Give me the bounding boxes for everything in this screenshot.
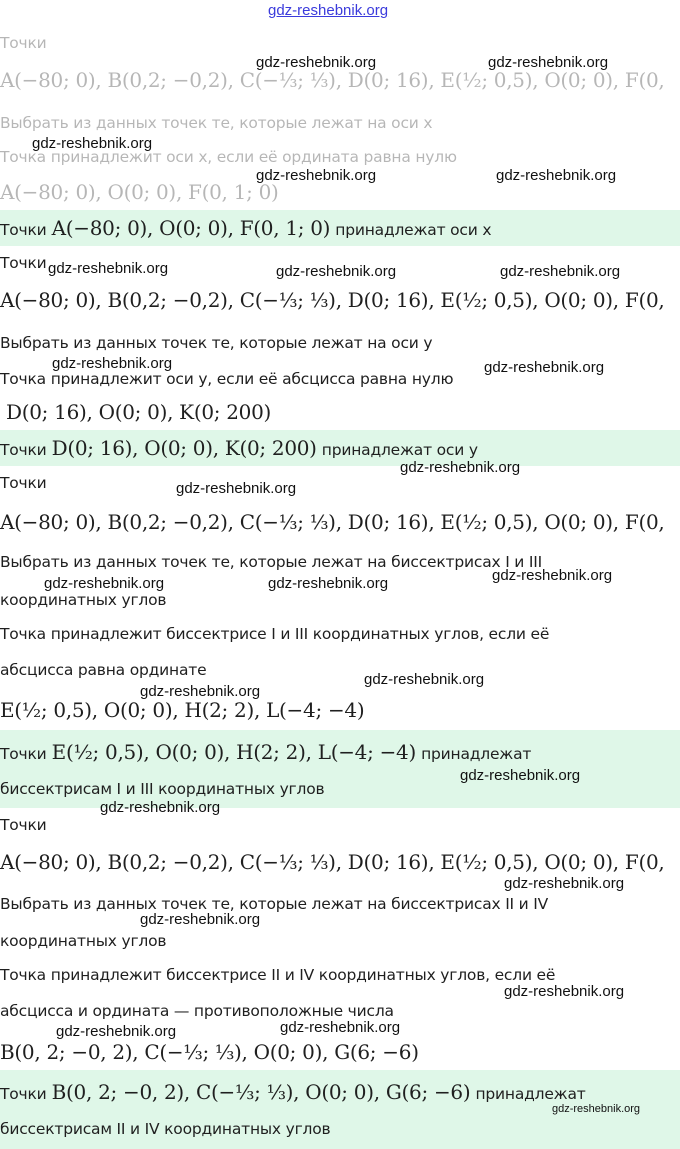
result-1	[0, 210, 680, 246]
result-2	[0, 430, 680, 466]
watermark: gdz-reshebnik.org	[280, 1019, 401, 1036]
result-post: принадлежат	[475, 1085, 586, 1103]
all-points-line: A(−80; 0), B(0,2; −0,2), C(−¹⁄₃; ¹⁄₃), D(0; 16), E(½; 0,5), O(0; 0), F(0,	[0, 850, 665, 874]
watermark: gdz-reshebnik.org	[364, 671, 485, 688]
watermark: gdz-reshebnik.org	[32, 135, 153, 152]
task-text-2: координатных углов	[0, 591, 167, 609]
result-points: B(0, 2; −0, 2), C(−⅓; ⅓), O(0; 0), G(6; −6)	[51, 1080, 471, 1104]
watermark: gdz-reshebnik.org	[48, 260, 169, 277]
task-text: Выбрать из данных точек те, которые лежат на биссектрисах II и IV	[0, 895, 549, 913]
points-label: Точки	[0, 816, 47, 834]
watermark: gdz-reshebnik.org	[492, 567, 613, 584]
watermark: gdz-reshebnik.org	[460, 767, 581, 784]
rule-text-2: абсцисса равна ординате	[0, 661, 207, 679]
all-points-line: A(−80; 0), B(0,2; −0,2), C(−¹⁄₃; ¹⁄₃), D(0; 16), E(½; 0,5), O(0; 0), F(0,	[0, 288, 665, 312]
result-line-2: биссектрисам II и IV координатных углов	[0, 1120, 331, 1138]
watermark: gdz-reshebnik.org	[504, 983, 625, 1000]
found-points: D(0; 16), O(0; 0), K(0; 200)	[6, 400, 272, 424]
watermark: gdz-reshebnik.org	[176, 480, 297, 497]
result-points: A(−80; 0), O(0; 0), F(0, 1; 0)	[51, 216, 331, 240]
found-points: B(0, 2; −0, 2), C(−⅓; ⅓), O(0; 0), G(6; −6)	[0, 1040, 419, 1064]
watermark: gdz-reshebnik.org	[100, 799, 221, 816]
watermark: gdz-reshebnik.org	[56, 1023, 177, 1040]
watermark: gdz-reshebnik.org	[504, 875, 625, 892]
watermark: gdz-reshebnik.org	[256, 54, 377, 71]
result-post: принадлежат оси y	[321, 441, 478, 459]
task-text-2: координатных углов	[0, 932, 167, 950]
result-pre: Точки	[0, 1085, 47, 1103]
site-link[interactable]: gdz-reshebnik.org	[268, 2, 389, 19]
found-points: E(½; 0,5), O(0; 0), H(2; 2), L(−4; −4)	[0, 698, 365, 722]
watermark: gdz-reshebnik.org	[496, 167, 617, 184]
found-points: A(−80; 0), O(0; 0), F(0, 1; 0)	[0, 180, 279, 204]
rule-text: Точка принадлежит оси x, если её ордината равна нулю	[0, 148, 457, 166]
points-label: Точки	[0, 254, 47, 272]
watermark: gdz-reshebnik.org	[400, 459, 521, 476]
watermark: gdz-reshebnik.org	[552, 1103, 641, 1115]
result-pre: Точки	[0, 441, 47, 459]
task-text: Выбрать из данных точек те, которые лежат на оси y	[0, 334, 433, 352]
result-pre: Точки	[0, 745, 47, 763]
result-points: E(½; 0,5), O(0; 0), H(2; 2), L(−4; −4)	[51, 740, 416, 764]
watermark: gdz-reshebnik.org	[44, 575, 165, 592]
watermark: gdz-reshebnik.org	[276, 263, 397, 280]
task-text: Выбрать из данных точек те, которые лежат на оси x	[0, 114, 433, 132]
points-label: Точки	[0, 474, 47, 492]
rule-text-2: абсцисса и ордината — противоположные числа	[0, 1002, 394, 1020]
watermark: gdz-reshebnik.org	[484, 359, 605, 376]
watermark: gdz-reshebnik.org	[140, 911, 261, 928]
watermark: gdz-reshebnik.org	[268, 575, 389, 592]
result-post: принадлежат	[421, 745, 532, 763]
watermark: gdz-reshebnik.org	[140, 683, 261, 700]
watermark: gdz-reshebnik.org	[500, 263, 621, 280]
rule-text: Точка принадлежит биссектрисе II и IV координатных углов, если её	[0, 966, 556, 984]
points-label: Точки	[0, 34, 47, 52]
all-points-line: A(−80; 0), B(0,2; −0,2), C(−¹⁄₃; ¹⁄₃), D(0; 16), E(½; 0,5), O(0; 0), F(0,	[0, 510, 665, 534]
watermark: gdz-reshebnik.org	[488, 54, 609, 71]
all-points-line: A(−80; 0), B(0,2; −0,2), C(−¹⁄₃; ¹⁄₃), D(0; 16), E(½; 0,5), O(0; 0), F(0,	[0, 68, 665, 92]
result-line-2: биссектрисам I и III координатных углов	[0, 780, 325, 798]
result-post: принадлежат оси x	[335, 221, 492, 239]
rule-text: Точка принадлежит биссектрисе I и III координатных углов, если её	[0, 625, 550, 643]
watermark: gdz-reshebnik.org	[256, 167, 377, 184]
result-points: D(0; 16), O(0; 0), K(0; 200)	[51, 436, 317, 460]
task-text: Выбрать из данных точек те, которые лежат на биссектрисах I и III	[0, 553, 543, 571]
rule-text: Точка принадлежит оси y, если её абсцисса равна нулю	[0, 370, 454, 388]
result-pre: Точки	[0, 221, 47, 239]
watermark: gdz-reshebnik.org	[52, 355, 173, 372]
